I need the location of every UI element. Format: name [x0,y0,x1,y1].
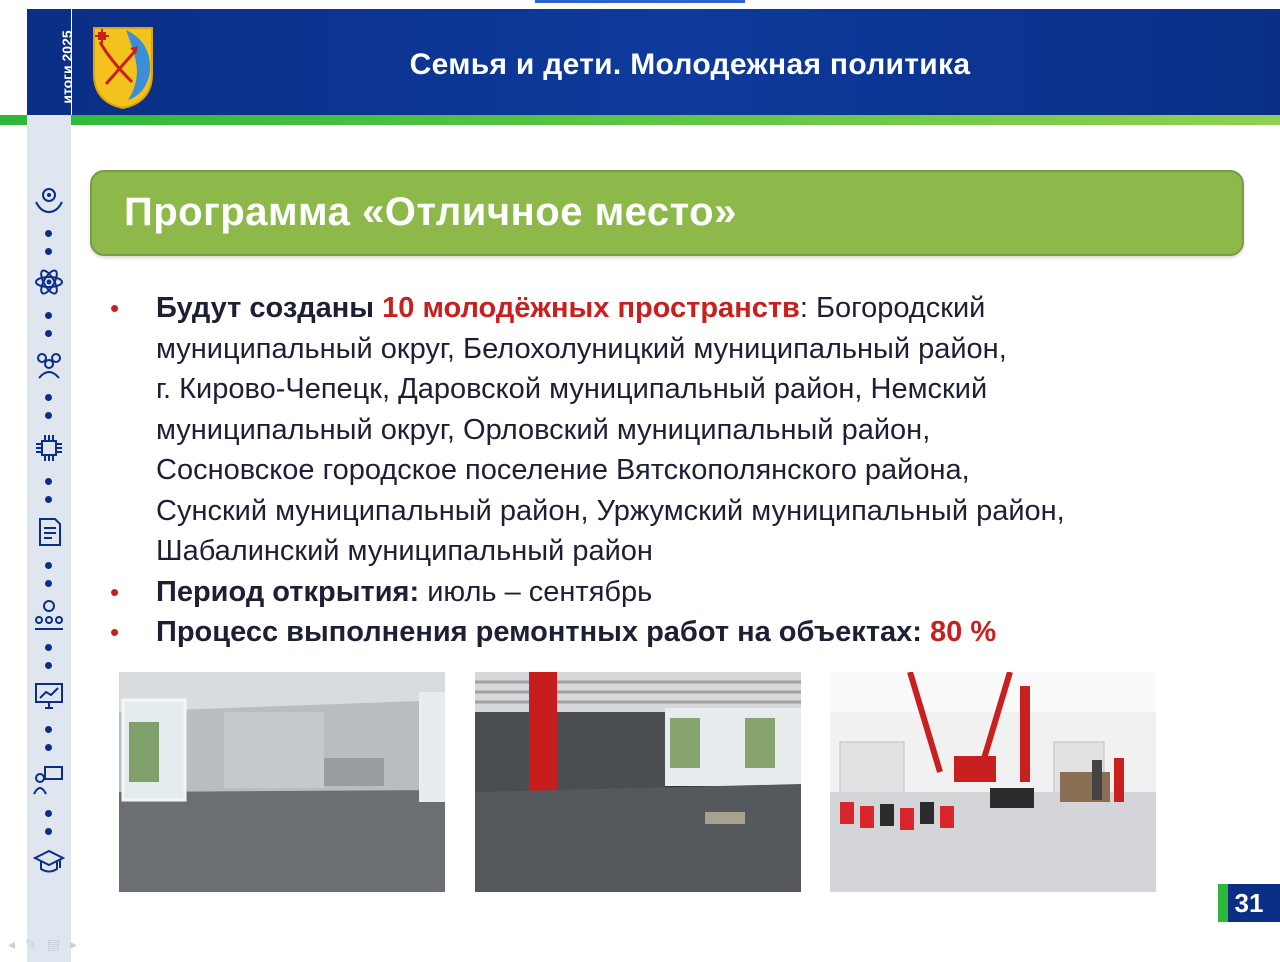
slide-controls[interactable] [8,936,87,953]
rail-dot [45,662,52,669]
rail-dot [45,412,52,419]
content-list [110,288,1230,653]
header-top-strip [535,0,745,3]
page-title: Семья и дети. Молодежная политика [409,48,971,81]
pen-icon[interactable]: ✎ [25,936,47,952]
rail-dot [45,580,52,587]
program-banner [90,170,1244,256]
bullet-text: Шабалинский муниципальный район [156,535,653,567]
graduation-cap-icon [33,846,65,878]
period-value: июль – сентябрь [427,575,653,608]
team-icon [33,598,65,630]
left-rail [27,9,71,962]
rail-dot [45,394,52,401]
bullet-text: Сосновское городское поселение Вятскополянского района, [156,454,970,486]
colon: : [799,292,808,324]
rail-dot [45,330,52,337]
program-title: Программа «Отличное место» [124,190,737,234]
rail-dot [45,496,52,503]
menu-icon[interactable]: ▤ [46,936,70,952]
hands-gear-icon [33,184,65,216]
spaces-count: 10 молодёжных пространств [382,292,800,324]
rail-dot [45,744,52,751]
side-label: итоги 2025 [59,30,75,104]
atom-icon [33,266,65,298]
bullet-text: Сунский муниципальный район, Уржумский муниципальный район, [156,494,1065,527]
rail-dot [45,810,52,817]
next-arrow-icon[interactable]: ▸ [70,936,88,952]
presentation-icon [33,764,65,796]
rail-dot [45,562,52,569]
monitor-chart-icon [33,680,65,712]
bullet-text: г. Кирово-Чепецк, Даровской муниципальный район, Немский [156,373,988,405]
rail-dot [45,230,52,237]
rail-dot [45,644,52,651]
rail-dot [45,248,52,255]
dark-hall-photo [475,672,801,892]
bullet-text: Богородский [816,292,986,324]
rail-dot [45,312,52,319]
left-rail-top [27,9,75,115]
empty-hall-photo [119,672,445,892]
document-icon [33,516,65,548]
coat-of-arms-icon [90,24,156,110]
page-number-stripe [1218,884,1228,922]
list-item-progress [110,612,1230,653]
bullet-bold-text: Будут созданы [156,292,375,324]
circuit-icon [33,432,65,464]
youth-space-photo [830,672,1156,892]
rail-dot [45,828,52,835]
list-item-period [110,572,1230,613]
rail-dot [45,478,52,485]
header-green-line [0,115,1280,125]
progress-value: 80 % [930,616,997,648]
people-group-icon [33,348,65,380]
rail-dot [45,726,52,733]
page-number: 31 [1218,884,1280,922]
bullet-text: муниципальный округ, Орловский муниципальный район, [156,413,931,446]
bullet-bold-text: Процесс выполнения ремонтных работ на объектах: [156,616,922,648]
list-item-spaces [110,288,1230,572]
prev-arrow-icon[interactable]: ◂ [8,936,26,952]
bullet-bold-text: Период открытия: [156,575,420,608]
bullet-text: муниципальный округ, Белохолуницкий муниципальный район, [156,332,1007,365]
